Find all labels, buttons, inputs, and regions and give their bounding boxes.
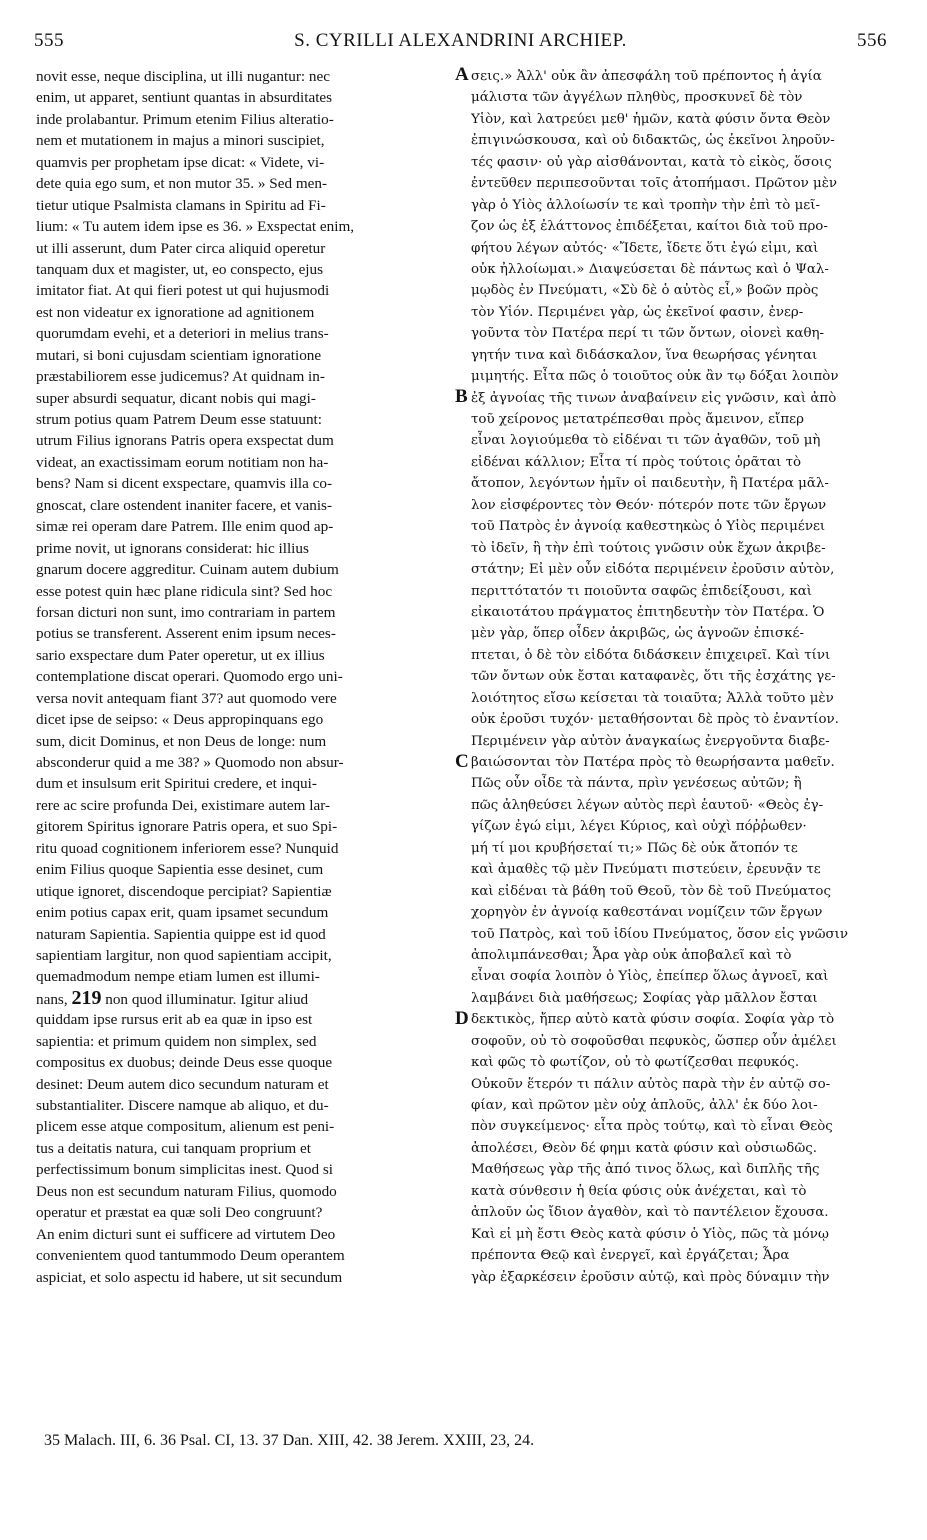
latin-text-line: gnarum docere aggreditur. Cuinam autem dubium — [36, 561, 339, 579]
section-marker-a: A — [455, 64, 469, 85]
latin-text-line: Deus non est secundum naturam Filius, quomodo — [36, 1182, 337, 1200]
greek-text-line: γητήν τινα καὶ διδάσκαλον, ἵνα θεωρήσας γένηται — [471, 347, 818, 363]
latin-text-line: substantialiter. Discere namque ab aliquo, et du- — [36, 1097, 329, 1114]
latin-text-line: desinet: Deum autem dico secundum naturam et — [36, 1075, 329, 1093]
greek-text-line: εἰδέναι κάλλιον; Εἶτα τί πρὸς τούτοις ὁρᾶται τὸ — [471, 454, 802, 470]
greek-text-line: ἀπολιμπάνεσθαι; Ἆρα γὰρ οὐκ ἀποβαλεῖ καὶ τὸ — [471, 947, 792, 963]
greek-text-line: τὸ ἰδεῖν, ἢ τὴν ἐπὶ τούτοις γνῶσιν οὐκ ἔχων ἀκριβε- — [471, 540, 826, 556]
latin-text-line: aspiciat, et solo aspectu id habere, ut sit secundum — [36, 1268, 343, 1286]
latin-text-line: enim potius capax erit, quam ipsamet secundum — [36, 904, 329, 922]
greek-text-line: λοιότητος εἴσω κείσεται τὰ τοιαῦτα; Ἀλλὰ τοῦτο μὲν — [471, 690, 834, 706]
latin-text-line: ut illi asserunt, dum Pater circa aliquid operetur — [36, 239, 326, 257]
greek-text-line: πτεται, ὁ δὲ τὸν εἰδότα διδάσκειν ἐπιχειρεῖ. Καὶ τίνι — [471, 647, 831, 663]
greek-text-line: πὸν συγκείμενος· εἶτα πρὸς τούτῳ, καὶ τὸ εἶναι Θεὸς — [471, 1119, 833, 1135]
latin-text-line: sapientiam largitur, non quod sapientiam accipit, — [36, 946, 332, 964]
latin-text-line: super absurdi sequatur, dicant nobis qui magi- — [36, 389, 316, 407]
latin-text-line: quamvis per prophetam ipse dicat: « Videte, vi- — [36, 153, 325, 171]
greek-text-line: Οὐκοῦν ἕτερόν τι πάλιν αὐτὸς παρὰ τὴν ἐν αὐτῷ σο- — [471, 1076, 831, 1092]
greek-text-line: μῳδὸς ἐν Πνεύματι, «Σὺ δὲ ὁ αὐτὸς εἶ,» βοῶν πρὸς — [471, 283, 819, 299]
greek-text-line: κατὰ σύνθεσιν ἡ θεία φύσις οὐκ ἀνέχεται, καὶ τὸ — [471, 1183, 807, 1199]
column-number: 219 — [71, 987, 102, 1009]
greek-text-line: γίζων ἐγώ εἰμι, λέγει Κύριος, καὶ οὐχὶ πόῤῥωθεν· — [471, 819, 807, 835]
section-marker-d: D — [455, 1008, 469, 1029]
latin-column — [36, 66, 456, 1288]
greek-text-line: καὶ ἀμαθὲς τῷ μὲν Πνεύματι πιστεύειν, ἐρευνᾷν τε — [471, 862, 821, 878]
greek-text-line: ἐντεῦθεν περιπεσοῦνται τοῖς ἀτοπήμασι. Πρῶτον μὲν — [471, 176, 838, 192]
latin-text-line: imitator fiat. At qui fieri potest ut qui hujusmodi — [36, 282, 330, 300]
greek-text-line: χορηγὸν ἐν ἀγνοίᾳ καθεστάναι νομίζειν τῶν ἔργων — [471, 905, 823, 921]
greek-text-line: ζον ὡς ἐξ ἐλάττονος ἐπιδέξεται, καίτοι διὰ τοῦ προ- — [471, 219, 828, 235]
latin-text-line: enim, ut apparet, sentiunt quantas in absurditates — [36, 89, 333, 107]
latin-text-line: quiddam ipse rursus erit ab ea quæ in ipso est — [36, 1011, 313, 1029]
greek-text-line: καὶ εἰδέναι τὰ βάθη τοῦ Θεοῦ, τὸν δὲ τοῦ Πνεύματος — [471, 883, 831, 899]
latin-text-line: prime novit, ut ignorans considerat: hic illius — [36, 539, 309, 557]
latin-text-line: tanquam dux et magister, ut, eo conspecto, ejus — [36, 260, 324, 278]
latin-text-line: inde prolabantur. Primum etenim Filius alteratio- — [36, 110, 334, 128]
latin-text-line: versa novit antequam fiant 37? aut quomodo vere — [36, 689, 337, 707]
section-marker-b: B — [455, 386, 468, 407]
greek-text-line: βαιώσονται τὸν Πατέρα πρὸς τὸ θεωρήσαντα μαθεῖν. — [471, 755, 835, 770]
greek-text-line: Υἱὸν, καὶ λατρεύει μεθ' ἡμῶν, κατὰ φύσιν ὄντα Θεὸν — [471, 111, 831, 127]
latin-text-line: gitorem Spiritus ignorare Patris opera, et suo Spi- — [36, 818, 338, 836]
greek-text-line: Μαθήσεως γὰρ τῆς ἀπό τινος ὅλως, καὶ διπλῆς τῆς — [471, 1162, 820, 1178]
latin-text-line: nans, 219 non quod illuminatur. Igitur aliud — [36, 987, 309, 1009]
section-marker-c: C — [455, 751, 469, 772]
greek-text-line: στάτην; Εἰ μὲν οὖν εἰδότα περιμένειν ἐροῦσιν αὐτὸν, — [471, 562, 835, 578]
latin-text-line: nem et mutationem in majus a minori suscipiet, — [36, 132, 325, 150]
latin-text-line: præstabiliorem esse judicemus? At quidnam in- — [36, 368, 325, 386]
latin-text-line: utrum Filius ignorans Patris opera exspectat dum — [36, 432, 334, 450]
latin-text-line: utique ignoret, discendoque percipiat? Sapientiæ — [36, 882, 332, 900]
latin-text-line: dete quia ego sum, et non mutor 35. » Sed men- — [36, 175, 328, 193]
greek-text-line: πρέποντα Θεῷ καὶ ἐνεργεῖ, καὶ ἐργάζεται; Ἆρα — [471, 1248, 790, 1264]
greek-text-line: εἶναι λογιούμεθα τὸ εἰδέναι τι τῶν ἀγαθῶν, τοῦ μὴ — [471, 433, 821, 449]
latin-text-line: est non videatur ex ignoratione ad agnitionem — [36, 303, 315, 321]
greek-text-line: λον εἰσφέροντες τὸν Θεόν· πότερόν ποτε τῶν ἔργων — [471, 497, 827, 513]
latin-text-line: absconderur quid a me 38? » Quomodo non absur- — [36, 754, 344, 771]
greek-text-line: οὐκ ἠλλοίωμαι.» Διαψεύσεται δὲ πάντως καὶ ὁ Ψαλ- — [471, 261, 829, 277]
latin-text-line: enim Filius quoque Sapientia esse desinet, cum — [36, 861, 324, 879]
greek-text-line: φίαν, καὶ πρῶτον μὲν οὐχ ἁπλοῦς, ἀλλ' ἐκ δύο λοι- — [471, 1098, 818, 1113]
latin-text-line: quorumdam evehi, et a deteriori in melius trans- — [36, 325, 329, 343]
greek-text-line: περιττότατόν τι ποιοῦντα σαφῶς ἐπιδείξουσι, καὶ — [471, 583, 812, 599]
greek-text-line: μιμητής. Εἶτα πῶς ὁ τοιοῦτος οὐκ ἂν τῳ δόξαι λοιπὸν — [471, 369, 839, 385]
latin-text-line: novit esse, neque disciplina, ut illi nugantur: nec — [36, 68, 330, 85]
greek-text-line: εἶναι σοφία λοιπὸν ὁ Υἱὸς, ἐπείπερ ὅλως ἀγνοεῖ, καὶ — [471, 969, 829, 985]
greek-text-line: γοῦντα τὸν Πατέρα περί τι τῶν ὄντων, οἱονεὶ καθη- — [471, 326, 825, 342]
page-header — [34, 30, 887, 58]
greek-text-line: γὰρ ἐξαρκέσειν ἐροῦσιν αὐτῷ, καὶ πρὸς δύναμιν τὴν — [471, 1269, 830, 1285]
greek-text-line: ἐξ ἀγνοίας τῆς τινων ἀναβαίνειν εἰς γνῶσιν, καὶ ἀπὸ — [471, 390, 837, 406]
greek-text-line: ἁπλοῦν ὡς ἴδιον ἀγαθὸν, καὶ τὸ παντέλειον ἔχουσα. — [471, 1205, 829, 1221]
latin-text-line: lium: « Tu autem idem ipse es 36. » Exspectat enim, — [36, 218, 355, 236]
greek-text-line: μὲν γὰρ, ὅπερ οἶδεν ἀκριβῶς, ὡς ἀγνοῶν ἐπισκέ- — [471, 626, 805, 642]
footnotes: 35 Malach. III, 6. 36 Psal. CI, 13. 37 Dan. XIII, 42. 38 Jerem. XXIII, 23, 24. — [44, 1432, 535, 1449]
latin-text-line: ritu quoad cognitionem inferiorem esse? Nunquid — [36, 839, 339, 857]
greek-text-line: δεκτικὸς, ἤπερ αὐτὸ κατὰ φύσιν σοφία. Σοφία γὰρ τὸ — [471, 1012, 835, 1028]
greek-text-line: σεις.» Ἀλλ' οὐκ ἂν ἀπεσφάλη τοῦ πρέποντος ἡ ἁγία — [471, 69, 822, 84]
greek-text-line: λαμβάνει διὰ μαθήσεως; Σοφίας γὰρ μᾶλλον ἔσται — [471, 990, 818, 1006]
greek-text-line: πῶς ἀληθεύσει λέγων αὐτὸς περὶ ἑαυτοῦ· «Θεὸς ἐγ- — [471, 797, 824, 813]
latin-text-line: tus a deitatis natura, cui tanquam proprium et — [36, 1139, 311, 1157]
latin-text-line: dum et insulsum erit Spiritui credere, et inqui- — [36, 775, 317, 793]
greek-text-line: μάλιστα τῶν ἀγγέλων πληθὺς, προσκυνεῖ δὲ τὸν — [471, 90, 803, 106]
latin-text-line: potius se transferent. Asserent enim ipsum neces- — [36, 625, 336, 643]
greek-text-line: φήτου λέγων αὐτός· «Ἴδετε, ἴδετε ὅτι ἐγώ εἰμι, καὶ — [471, 240, 819, 256]
greek-text-line: ἀπολέσει, Θεὸν δέ φημι κατὰ φύσιν καὶ οὐσιωδῶς. — [471, 1140, 817, 1156]
page-number-right: 556 — [857, 30, 887, 51]
running-title: S. CYRILLI ALEXANDRINI ARCHIEP. — [294, 30, 627, 51]
latin-text-line: sario exspectare dum Pater operetur, ut ex illius — [36, 646, 325, 664]
greek-text-line: σοφοῦν, οὐ τὸ σοφοῦσθαι πεφυκὸς, ὥσπερ οὖν ἀμέλει — [471, 1033, 837, 1049]
greek-text-line: τοῦ Πατρὸς ἐν ἀγνοίᾳ καθεστηκὼς ὁ Υἱὸς περιμένει — [471, 519, 826, 535]
latin-text-line: convenientem quod tantummodo Deum operantem — [36, 1247, 345, 1265]
latin-text-line: esse potest quin hæc plane ridicula sint? Sed hoc — [36, 582, 333, 600]
greek-text-line: Περιμένειν γὰρ αὐτὸν ἀναγκαίως ἐνεργοῦντα διαβε- — [471, 733, 830, 749]
latin-text-line: naturam Sapientia. Sapientia quippe est id quod — [36, 925, 326, 943]
greek-column — [471, 66, 891, 1288]
latin-text-line: forsan dicturi non sunt, imo contrariam in partem — [36, 603, 336, 621]
greek-text-line: εἰκαιοτάτου πράγματος ἐπιτηδευτὴν τὸν Πατέρα. Ὁ — [471, 604, 825, 620]
latin-text-line: bens? Nam si dicent exspectare, quamvis illa co- — [36, 475, 333, 493]
latin-text-line: quemadmodum nempe etiam lumen est illumi- — [36, 968, 320, 986]
greek-text-line: τοῦ Πατρὸς, καὶ τοῦ ἰδίου Πνεύματος, ὅσον εἰς γνῶσιν — [471, 926, 849, 942]
greek-text-line: οὐκ ἐροῦσι τυχόν· μεταθήσονται δὲ πρὸς τὸ ἐναντίον. — [471, 712, 839, 728]
latin-text-line: sum, dicit Dominus, et non Deus de longe: num — [36, 732, 327, 750]
page-number-left: 555 — [34, 30, 64, 51]
latin-text-line: operatur et præstat ea quæ soli Deo congruunt? — [36, 1204, 323, 1222]
latin-text-line: sapientia: et primum quidem non simplex, sed — [36, 1032, 317, 1050]
latin-text-line: perfectissimum bonum simplicitas inest. Quod si — [36, 1161, 333, 1179]
latin-text-line: dicet ipse de seipso: « Deus appropinquans ego — [36, 711, 324, 729]
latin-text-line: tietur utique Psalmista clamans in Spiritu ad Fi- — [36, 196, 326, 214]
greek-text-line: τῶν ὄντων οὐκ ἔσται καταφανὲς, ὅτι τῆς ἐσχάτης γε- — [471, 669, 836, 685]
latin-text-line: videat, an exactissimam eorum notitiam non ha- — [36, 453, 329, 471]
latin-text-line: mutari, si boni cujusdam scientiam ignoratione — [36, 346, 322, 364]
greek-text-line: τές φασιν· οὐ γὰρ αἰσθάνονται, κατὰ τὸ εἰκὸς, ὅσοις — [471, 154, 832, 170]
latin-text-line: strum potius quam Patrem Deum esse statuunt: — [36, 411, 322, 428]
latin-text-line: compositus ex duobus; deinde Deus esse quoque — [36, 1054, 333, 1072]
latin-text-line: rere ac scire profunda Dei, existimare autem lar- — [36, 796, 331, 814]
greek-text-line: τὸν Υἱόν. Περιμένει γὰρ, ὡς ἐκεῖνοί φασιν, ἐνερ- — [471, 304, 804, 320]
greek-text-line: γὰρ ὁ Υἱὸς ἀλλοίωσίν τε καὶ τροπὴν τὴν ἐπὶ τὸ μεῖ- — [471, 197, 820, 213]
greek-text-line: ἄτοπον, λεγόντων ἡμῖν οἱ παιδευτὴν, ἢ Πατέρα μᾶλ- — [471, 476, 829, 492]
latin-text-line: simæ rei operam dare Patrem. Ille enim quod ap- — [36, 518, 334, 536]
greek-text-line: ἐπιγινώσκουσα, καὶ οὐ διδακτῶς, ὡς ἐκεῖνοι ληροῦν- — [471, 133, 835, 149]
greek-text-line: τοῦ χείρονος μετατρέπεσθαι πρὸς ἄμεινον, εἴπερ — [471, 412, 804, 427]
greek-text-line: Πῶς οὖν οἶδε τὰ πάντα, πρὶν γενέσεως αὐτῶν; ἢ — [471, 776, 802, 792]
latin-text-line: An enim dicturi sunt ei sufficere ad virtutem Deo — [36, 1225, 336, 1243]
greek-text-line: μή τί μοι κρυβήσεταί τι;» Πῶς δὲ οὐκ ἄτοπόν τε — [471, 840, 798, 856]
greek-text-line: καὶ φῶς τὸ φωτίζον, οὐ τὸ φωτίζεσθαι πεφυκός. — [471, 1055, 800, 1071]
greek-text-line: Καὶ εἰ μὴ ἔστι Θεὸς κατὰ φύσιν ὁ Υἱὸς, πῶς τὰ μόνῳ — [471, 1226, 829, 1242]
latin-text-line: gnoscat, clare ostendent inaniter facere, et vanis- — [36, 496, 333, 514]
latin-text-line: plicem esse atque compositum, alienum est peni- — [36, 1118, 335, 1136]
latin-text-line: contemplatione discat operari. Quomodo ergo uni- — [36, 668, 343, 686]
